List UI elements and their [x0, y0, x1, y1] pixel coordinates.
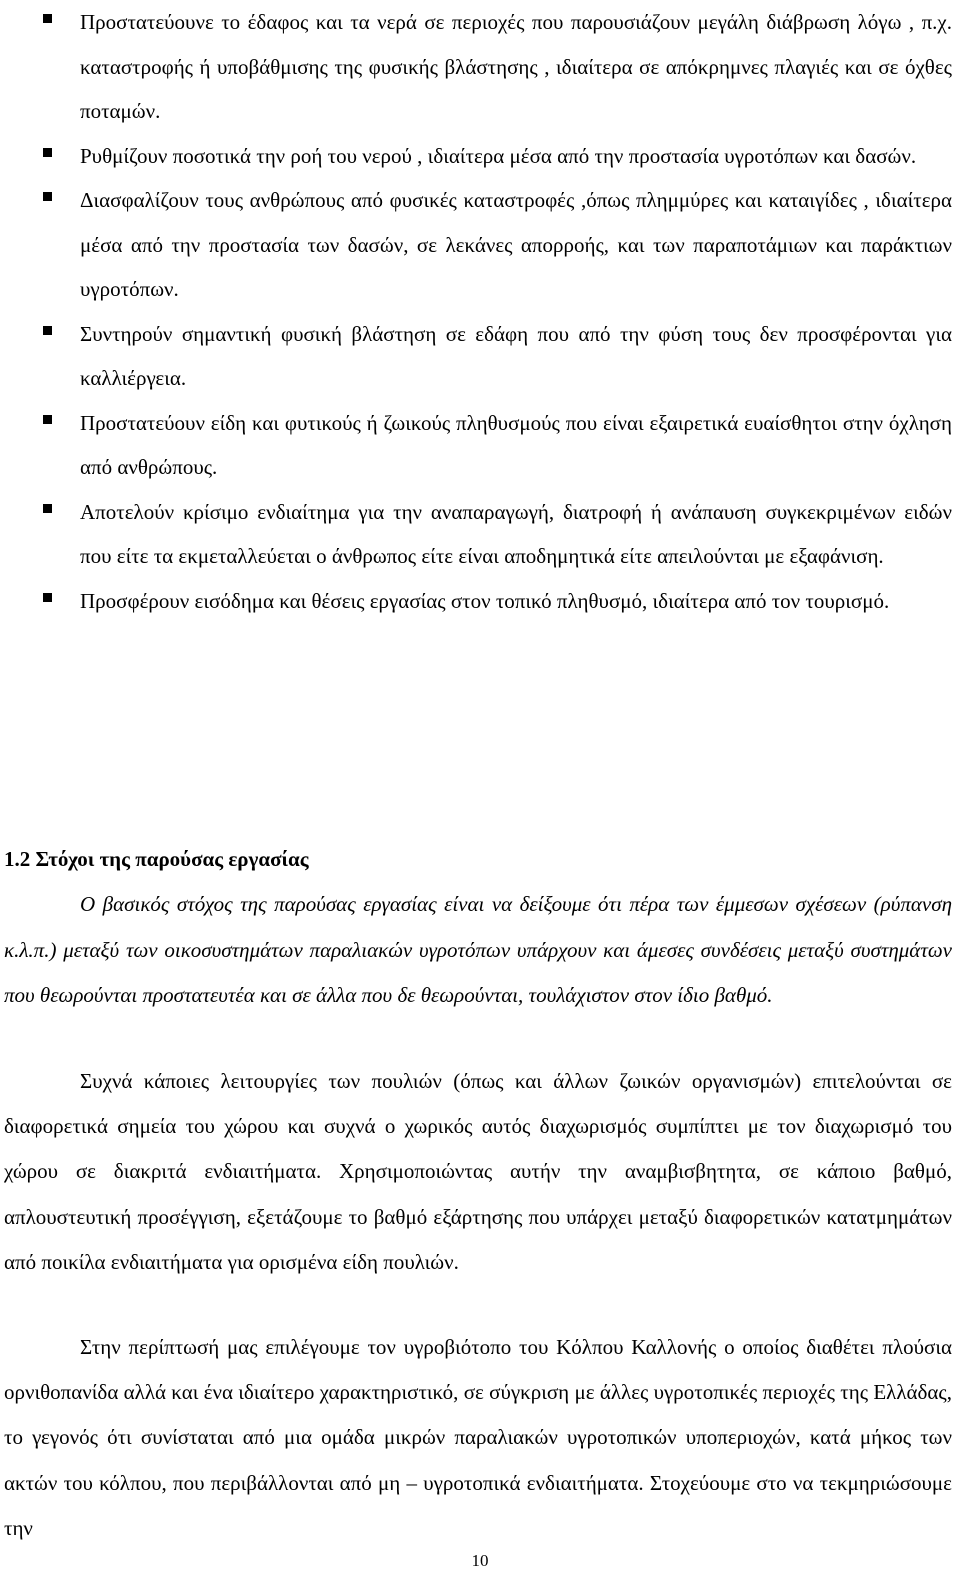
bullet-item — [0, 178, 960, 312]
bullet-item — [0, 134, 960, 179]
bullet-text: Προστατεύουν είδη και φυτικούς ή ζωικούς πληθυσμούς που είναι εξαιρετικά ευαίσθητοι στην όχληση από ανθρώπους. — [80, 410, 952, 479]
section-heading: 1.2 Στόχοι της παρούσας εργασίας — [4, 847, 309, 871]
body-paragraph: Συχνά κάποιες λειτουργίες των πουλιών (όπως και άλλων ζωικών οργανισμών) επιτελούνται σε διαφορετικά σημεία του χώρου και συχνά ο χωρικός αυτός διαχωρισμός συμπίπτει με τον διαχωρισμό του χώρου σε διακριτά ενδιαιτήματα. Χρησιμοποιώντας αυτήν την αναμβισβητητα, σε κάποιο βαθμό, απλουστευτική προσέγγιση, εξετάζουμε το βαθμό εξάρτησης που υπάρχει μεταξύ διαφορετικών κατατμημάτων από ποικίλα ενδιαιτήματα για ορισμένα είδη πουλιών. — [4, 1069, 952, 1274]
bullet-text: Συντηρούν σημαντική φυσική βλάστηση σε εδάφη που από την φύση τους δεν προσφέρονται για καλλιέργεια. — [80, 321, 952, 390]
bullet-text: Αποτελούν κρίσιμο ενδιαίτημα για την αναπαραγωγή, διατροφή ή ανάπαυση συγκεκριμένων ειδών που είτε τα εκμεταλλεύεται ο άνθρωπος είτε είναι αποδημητικά είτε απειλούνται με εξαφάνιση. — [80, 499, 952, 568]
page-number: 10 — [471, 1551, 489, 1570]
bullet-item — [0, 579, 960, 624]
bullet-text: Διασφαλίζουν τους ανθρώπους από φυσικές καταστροφές ,όπως πλημμύρες και καταιγίδες , ιδιαίτερα μέσα από την προστασία των δασών, σε λεκάνες απορροής, και των παραποτάμιων και παράκτιων υγροτόπων. — [80, 188, 952, 301]
square-bullet-icon — [43, 504, 52, 513]
bullet-text: Προσφέρουν εισόδημα και θέσεις εργασίας στον τοπικό πληθυσμό, ιδιαίτερα από τον τουρισμό. — [80, 588, 890, 613]
bullet-text: Προστατεύουνε το έδαφος και τα νερά σε περιοχές που παρουσιάζουν μεγάλη διάβρωση λόγω , π.χ. καταστροφής ή υποβάθμισης της φυσικής βλάστησης , ιδιαίτερα σε απόκρημνες πλαγιές και σε όχθες ποταμών. — [80, 10, 952, 123]
body-paragraph: Στην περίπτωσή μας επιλέγουμε τον υγροβιότοπο του Κόλπου Καλλονής ο οποίος διαθέτει πλούσια ορνιθοπανίδα αλλά και ένα ιδιαίτερο χαρακτηριστικό, σε σύγκριση με άλλες υγροτοπικές περιοχές της Ελλάδας, το γεγονός ότι συνίσταται από μια ομάδα μικρών παραλιακών υγροτοπικών υποπεριοχών, κατά μήκος των ακτών του κόλπου, που περιβάλλονται από μη – υγροτοπικά ενδιαιτήματα. Στοχεύουμε στο να τεκμηριώσουμε την — [4, 1335, 952, 1540]
bullet-item — [0, 490, 960, 579]
square-bullet-icon — [43, 415, 52, 424]
square-bullet-icon — [43, 326, 52, 335]
bullet-item — [0, 401, 960, 490]
objective-paragraph: Ο βασικός στόχος της παρούσας εργασίας είναι να δείξουμε ότι πέρα των έμμεσων σχέσεων (ρύπανση κ.λ.π.) μεταξύ των οικοσυστημάτων παραλιακών υγροτόπων υπάρχουν και άμεσες συνδέσεις μεταξύ συστημάτων που θεωρούνται προστατευτέα και σε άλλα που δε θεωρούνται, τουλάχιστον στον ίδιο βαθμό. — [4, 892, 952, 1007]
bullet-item — [0, 312, 960, 401]
square-bullet-icon — [43, 14, 52, 23]
bullet-item — [0, 0, 960, 134]
square-bullet-icon — [43, 593, 52, 602]
bullet-text: Ρυθμίζουν ποσοτικά την ροή του νερού , ιδιαίτερα μέσα από την προστασία υγροτόπων και δασών. — [80, 143, 917, 168]
square-bullet-icon — [43, 192, 52, 201]
square-bullet-icon — [43, 148, 52, 157]
bullet-list — [0, 0, 960, 623]
